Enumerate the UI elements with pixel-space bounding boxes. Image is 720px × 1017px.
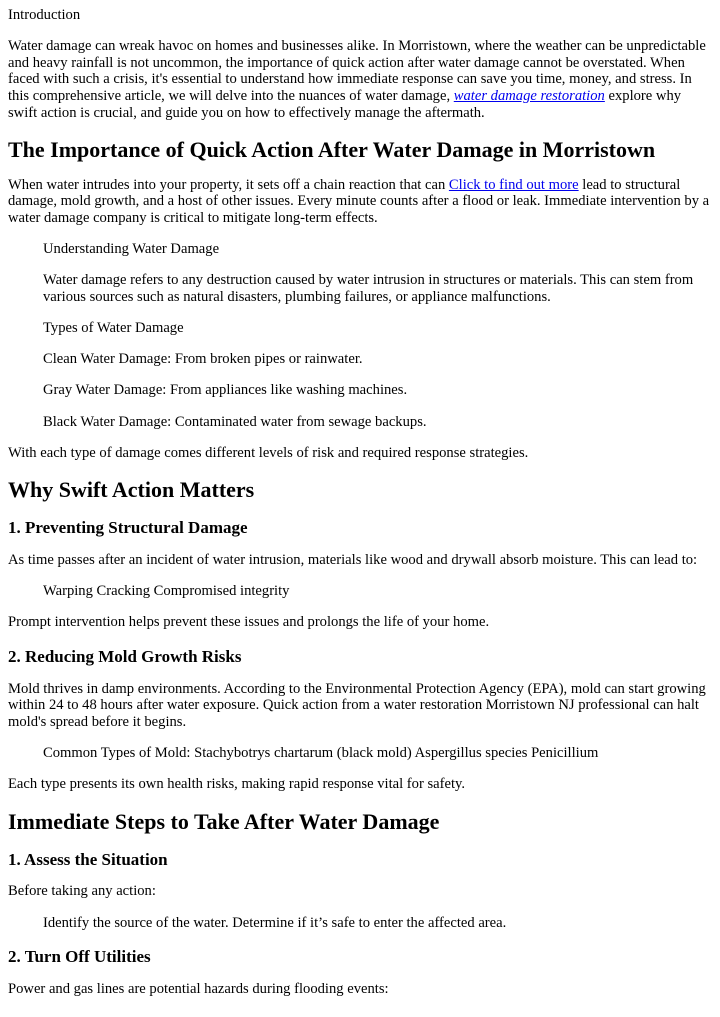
assess-list: Identify the source of the water. Determine if it’s safe to enter the affected area. (43, 914, 507, 931)
mold-list: Common Types of Mold: Stachybotrys chartarum (black mold) Aspergillus species Penicillium (43, 744, 599, 761)
section-title-why-swift: Why Swift Action Matters (8, 477, 255, 503)
structural-paragraph: As time passes after an incident of water intrusion, materials like wood and drywall absorb moisture. This can lead to: (8, 552, 698, 569)
intro-text-after: explore why swift action is crucial, and guide you on how to effectively manage the aftermath. (8, 87, 682, 121)
intro-paragraph (8, 38, 712, 121)
utilities-paragraph: Power and gas lines are potential hazards during flooding events: (8, 980, 389, 997)
list-item: Black Water Damage: Contaminated water from sewage backups. (43, 413, 427, 430)
understanding-heading: Understanding Water Damage (43, 241, 220, 258)
types-heading: Types of Water Damage (43, 320, 184, 337)
water-damage-restoration-link[interactable]: water damage restoration (453, 87, 605, 104)
importance-text-after: lead to structural damage, mold growth, and a host of other issues. Every minute counts after a flood or leak. Immediate intervention by a water damage company is critical to mitigate long-term effects. (8, 176, 710, 226)
types-closing: With each type of damage comes different levels of risk and required response strategies. (8, 444, 529, 461)
intro-heading: Introduction (8, 7, 81, 23)
structural-closing: Prompt intervention helps prevent these issues and prolongs the life of your home. (8, 614, 490, 631)
understanding-text: Water damage refers to any destruction caused by water intrusion in structures or materials. This can stem from various sources such as natural disasters, plumbing failures, or appliance malfunctions. (43, 272, 694, 305)
subsection-title-assess: 1. Assess the Situation (8, 849, 168, 869)
click-to-find-out-more-link[interactable]: Click to find out more (448, 176, 579, 193)
list-item: Gray Water Damage: From appliances like washing machines. (43, 382, 408, 399)
subsection-title-mold: 2. Reducing Mold Growth Risks (8, 647, 242, 666)
assess-paragraph: Before taking any action: (8, 883, 156, 900)
importance-text-before: When water intrudes into your property, it sets off a chain reaction that can (8, 176, 449, 193)
list-item: Clean Water Damage: From broken pipes or rainwater. (43, 351, 363, 368)
mold-paragraph: Mold thrives in damp environments. According to the Environmental Protection Agency (EPA), mold can start growing within 24 to 48 hours after water exposure. Quick action from a water restoration Morristown NJ professional can halt mold's spread before it begins. (8, 680, 706, 730)
section-title-immediate-steps: Immediate Steps to Take After Water Damage (8, 808, 440, 834)
importance-paragraph (8, 177, 712, 227)
subsection-title-structural: 1. Preventing Structural Damage (8, 518, 248, 538)
intro-text-before: Water damage can wreak havoc on homes and businesses alike. In Morristown, where the weather can be unpredictable and heavy rainfall is not uncommon, the importance of quick action after water damage cannot be overstated. When faced with such a crisis, it's essential to understand how immediate response can save you time, money, and stress. In this comprehensive article, we will delve into the nuances of water damage, (8, 38, 706, 104)
structural-list: Warping Cracking Compromised integrity (43, 583, 290, 600)
section-title-importance: The Importance of Quick Action After Water Damage in Morristown (8, 137, 656, 163)
mold-closing: Each type presents its own health risks, making rapid response vital for safety. (8, 776, 466, 793)
subsection-title-utilities: 2. Turn Off Utilities (8, 947, 151, 967)
